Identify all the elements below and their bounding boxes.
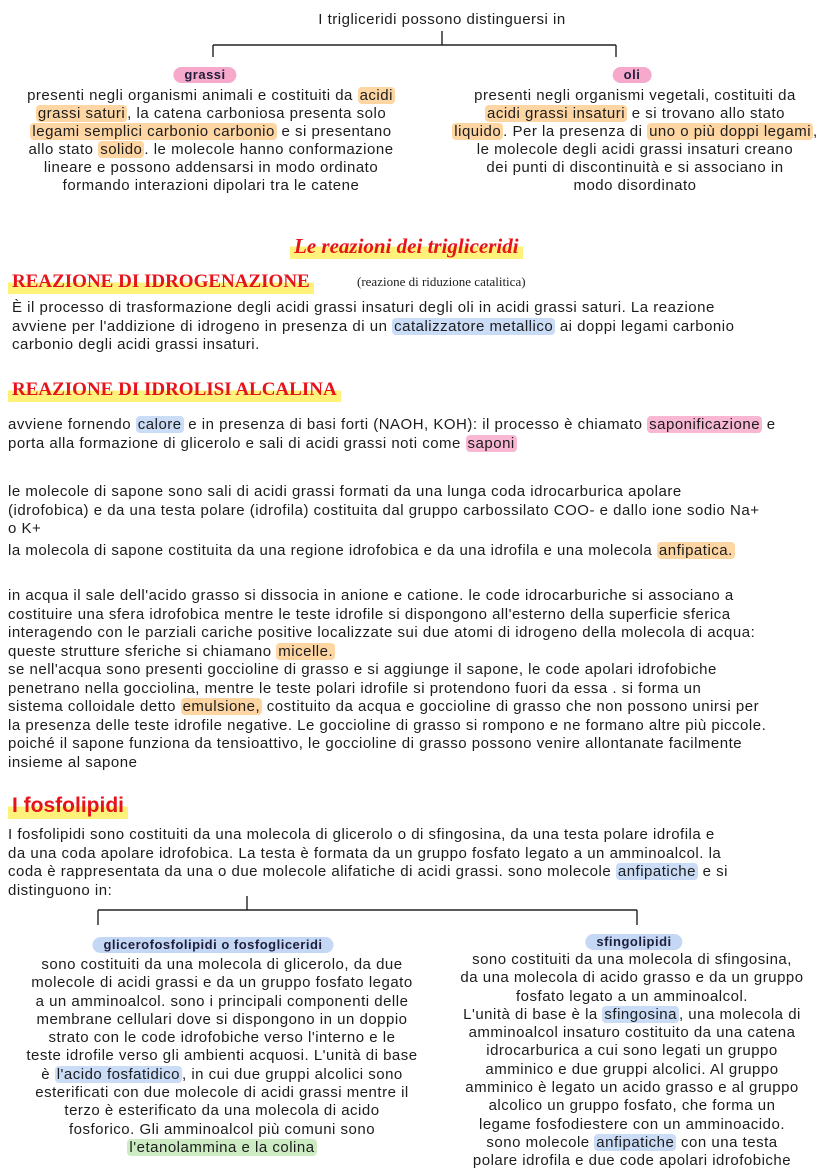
highlight-term: calore: [137, 416, 182, 433]
text-segment: sono costituiti da una molecola di sfingosina,: [472, 951, 792, 968]
highlight-term: uno o più doppi legami: [649, 123, 812, 140]
text-segment: fosfato legato a un amminoalcol.: [516, 987, 748, 1005]
text-segment: (idrofobica) e da una testa polare (idrofila) costituita dal gruppo carbossilato COO- e dallo ione sodio Na+: [8, 501, 760, 519]
oli-line: [445, 141, 825, 159]
highlight-term: saponi: [467, 434, 515, 452]
highlight-term: l'acido fosfatidico: [56, 1065, 180, 1083]
text-segment: L'unità di base è la: [463, 1005, 603, 1023]
hydrolysis-paragraph: [8, 416, 776, 453]
text-segment: presenti negli organismi animali e costituiti da: [27, 87, 358, 104]
text-segment: coda è rappresentata da una o due molecole alifatiche di acidi grassi. sono molecole: [8, 863, 616, 880]
paragraph-line: [8, 826, 728, 845]
text-segment: amminico è legato un acido grasso e al gruppo: [465, 1079, 799, 1097]
text-segment: polare idrofila e due code apolari idrofobiche: [472, 1152, 792, 1170]
paragraph-line: [8, 502, 759, 521]
oli-line: [445, 105, 825, 123]
paragraph-line: [8, 754, 766, 773]
column-line: [8, 1066, 436, 1084]
text-segment: formando interazioni dipolari tra le catene: [62, 177, 360, 194]
highlight-term: micelle.: [278, 642, 334, 660]
paragraph-line: [8, 680, 766, 699]
paragraph-line: [8, 863, 728, 882]
text-segment: e si trovano allo stato: [627, 105, 785, 122]
oli-line: [445, 123, 825, 141]
paragraph-line: [8, 882, 728, 901]
paragraph-line: [8, 435, 776, 454]
text-segment: da una molecola di acido grasso e da un gruppo: [460, 969, 804, 987]
grassi-line: [0, 123, 422, 141]
grassi-line: [0, 159, 422, 177]
text-segment: la presenza delle teste idrofile negative. Le goccioline di grasso si rompono e ne formano altre più piccole.: [8, 716, 767, 734]
text-segment: e si: [697, 863, 728, 880]
column-line: [447, 951, 817, 969]
text-segment: modo disordinato: [573, 177, 697, 194]
text-segment: . Per la presenza di: [503, 123, 648, 140]
paragraph-line: [8, 606, 766, 625]
text-segment: la molecola di sapone costituita da una regione idrofobica e da una idrofila e una molecola: [8, 542, 657, 559]
text-segment: alcolico un gruppo fosfato, che forma un: [488, 1097, 776, 1115]
sphingolipids-description: [447, 951, 817, 1171]
text-segment: a un amminoalcol. sono i principali componenti delle: [35, 992, 409, 1010]
text-segment: le molecole di sapone sono sali di acidi grassi formati da una lunga coda idrocarburica apolare: [8, 483, 682, 500]
grassi-line: [0, 141, 422, 159]
text-segment: ,: [813, 123, 818, 140]
text-segment: poiché il sapone funziona da tensioattivo, le goccioline di grasso possono venire allontanate facilmente: [8, 735, 743, 752]
text-segment: porta alla formazione di glicerolo e sali di acidi grassi noti come: [8, 434, 466, 452]
oli-label: oli: [613, 67, 652, 83]
column-line: [8, 1011, 436, 1029]
text-segment: interagendo con le parziali cariche positive localizzate sui due atomi di idrogeno della molecola di acqua:: [8, 624, 756, 641]
column-line: [447, 1152, 817, 1170]
oli-line: [445, 87, 825, 105]
highlight-term: sfingosina: [604, 1005, 677, 1023]
highlight-term: saponificazione: [649, 416, 761, 433]
hydrogenation-subtitle: (reazione di riduzione catalitica): [357, 274, 526, 289]
oli-line: [445, 159, 825, 177]
paragraph-line: [8, 643, 766, 662]
column-line: [8, 956, 436, 974]
text-segment: penetrano nella gocciolina, mentre le teste polari idrofile si protendono fuori da essa . si forma un: [8, 679, 702, 697]
highlight-term: acidi grassi insaturi: [487, 105, 626, 122]
paragraph-line: [12, 318, 734, 337]
text-segment: amminoalcol insaturo costituito da una catena: [468, 1024, 796, 1042]
highlight-term: solido: [100, 141, 143, 158]
text-segment: molecole di acidi grassi e da un gruppo fosfato legato: [31, 974, 413, 992]
text-segment: costituire una sfera idrofobica mentre le teste idrofile si dispongono all'esterno della superficie sferica: [8, 605, 731, 623]
column-line: [447, 1079, 817, 1097]
grassi-description: [0, 87, 422, 195]
text-segment: costituito da acqua e goccioline di grasso che non possono unirsi per: [262, 698, 760, 715]
text-segment: legame fosfodiestere con un amminoacido.: [479, 1115, 785, 1133]
text-segment: teste idrofile verso gli ambienti acquosi. L'unità di base: [26, 1047, 418, 1065]
triglycerides-intro: I trigliceridi possono distinguersi in: [318, 11, 566, 28]
text-segment: fosforico. Gli amminoalcol più comuni sono: [68, 1120, 376, 1138]
glycerophospholipids-description: [8, 956, 436, 1157]
text-segment: sono costituiti da una molecola di glicerolo, da due: [41, 956, 403, 973]
text-segment: esterificati con due molecole di acidi grassi mentre il: [35, 1084, 409, 1102]
column-line: [447, 969, 817, 987]
highlight-term: anfipatica.: [658, 542, 733, 559]
highlight-term: l'etanolammina e la colina: [129, 1138, 315, 1156]
oli-description: [445, 87, 825, 195]
column-line: [8, 974, 436, 992]
paragraph-line: [8, 845, 728, 864]
paragraph-line: [12, 336, 734, 355]
text-segment: insieme al sapone: [8, 753, 138, 771]
paragraph-line: [8, 735, 766, 754]
micelles-paragraph: [8, 587, 766, 772]
paragraph-line: [8, 416, 776, 435]
text-segment: sistema colloidale detto: [8, 698, 181, 715]
column-line: [447, 1042, 817, 1060]
paragraph-line: [12, 299, 734, 318]
hydrogenation-title: REAZIONE DI IDROGENAZIONE: [8, 270, 314, 294]
triglycerides-intro-block: [242, 11, 642, 29]
text-segment: e in presenza di basi forti (NAOH, KOH): il processo è chiamato: [183, 416, 648, 433]
paragraph-line: [8, 483, 759, 502]
highlight-term: emulsione,: [182, 698, 261, 715]
column-line: [8, 1047, 436, 1065]
paragraph-line: [8, 717, 766, 736]
text-segment: È il processo di trasformazione degli acidi grassi insaturi degli oli in acidi grassi saturi. La reazione: [12, 299, 715, 316]
column-line: [447, 1024, 817, 1042]
text-segment: I fosfolipidi sono costituiti da una molecola di glicerolo o di sfingosina, da una testa polare idrofila e: [8, 826, 715, 843]
column-line: [8, 1121, 436, 1139]
paragraph-line: [8, 587, 766, 606]
column-line: [447, 988, 817, 1006]
highlight-term: anfipatiche: [617, 863, 696, 880]
text-segment: avviene fornendo: [8, 416, 136, 433]
column-line: [8, 1139, 436, 1157]
highlight-term: catalizzatore metallico: [394, 317, 554, 335]
column-line: [447, 1006, 817, 1024]
text-segment: e: [762, 416, 776, 433]
column-line: [447, 1134, 817, 1152]
paragraph-line: [8, 624, 766, 643]
text-segment: , la catena carboniosa presenta solo: [127, 105, 387, 122]
soap-paragraph: [8, 483, 759, 539]
highlight-term: liquido: [454, 123, 502, 140]
text-segment: , una molecola di: [678, 1005, 801, 1023]
paragraph-line: [8, 698, 766, 717]
highlight-term: anfipatiche: [596, 1133, 675, 1151]
text-segment: allo stato: [28, 141, 99, 158]
glycerophospholipids-label: glicerofosfolipidi o fosfogliceridi: [92, 937, 333, 953]
column-line: [8, 1084, 436, 1102]
text-segment: , in cui due gruppi alcolici sono: [181, 1065, 403, 1083]
text-segment: sono molecole: [486, 1133, 595, 1151]
column-line: [447, 1061, 817, 1079]
oli-line: [445, 177, 825, 195]
grassi-line: [0, 87, 422, 105]
paragraph-line: [8, 542, 735, 561]
highlight-term: legami semplici carbonio carbonio: [32, 123, 275, 140]
column-line: [8, 993, 436, 1011]
text-segment: e si presentano: [276, 123, 392, 140]
hydrolysis-title: REAZIONE DI IDROLISI ALCALINA: [8, 378, 341, 402]
text-segment: carbonio degli acidi grassi insaturi.: [12, 336, 260, 353]
hydrogenation-paragraph: [12, 299, 734, 355]
text-segment: terzo è esterificato da una molecola di acido: [64, 1102, 380, 1120]
text-segment: lineare e possono addensarsi in modo ordinato: [43, 159, 379, 176]
text-segment: se nell'acqua sono presenti goccioline di grasso e si aggiunge il sapone, le code apolari idrofobiche: [8, 661, 717, 678]
text-segment: avviene per l'addizione di idrogeno in presenza di un: [12, 317, 393, 335]
text-segment: . le molecole hanno conformazione: [144, 141, 394, 158]
column-line: [8, 1102, 436, 1120]
paragraph-line: [8, 661, 766, 680]
grassi-line: [0, 105, 422, 123]
column-line: [8, 1029, 436, 1047]
text-segment: strato con le code idrofobiche verso l'interno e le: [48, 1029, 396, 1047]
text-segment: è: [41, 1065, 55, 1083]
text-segment: amminico e due gruppi alcolici. Al gruppo: [485, 1060, 779, 1078]
text-segment: membrane cellulari dove si dispongono in un doppio: [36, 1010, 408, 1028]
text-segment: le molecole degli acidi grassi insaturi creano: [476, 141, 794, 158]
text-segment: presenti negli organismi vegetali, costituiti da: [474, 87, 796, 104]
text-segment: con una testa: [676, 1133, 778, 1151]
text-segment: distinguono in:: [8, 881, 113, 899]
text-segment: dei punti di discontinuità e si associano in: [486, 159, 784, 176]
paragraph-line: [8, 520, 759, 539]
phospholipids-title: I fosfolipidi: [8, 793, 128, 819]
text-segment: da una coda apolare idrofobica. La testa è formata da un gruppo fosfato legato a un amminoalcol. la: [8, 844, 722, 862]
column-line: [447, 1116, 817, 1134]
text-segment: queste strutture sferiche si chiamano: [8, 642, 277, 660]
column-line: [447, 1097, 817, 1115]
text-segment: ai doppi legami carbonio: [555, 317, 735, 335]
grassi-label: grassi: [173, 67, 236, 83]
soap-amphipathic-line: [8, 542, 735, 561]
text-segment: o K+: [8, 520, 42, 537]
highlight-term: acidi: [359, 87, 393, 104]
grassi-line: [0, 177, 422, 195]
text-segment: in acqua il sale dell'acido grasso si dissocia in anione e catione. le code idrocarburiche si associano a: [8, 587, 734, 604]
highlight-term: grassi saturi: [37, 105, 126, 122]
phospholipids-paragraph: [8, 826, 728, 900]
text-segment: idrocarburica a cui sono legati un gruppo: [486, 1042, 778, 1060]
reactions-title: Le reazioni dei trigliceridi: [290, 233, 523, 259]
sphingolipids-label: sfingolipidi: [585, 934, 682, 950]
